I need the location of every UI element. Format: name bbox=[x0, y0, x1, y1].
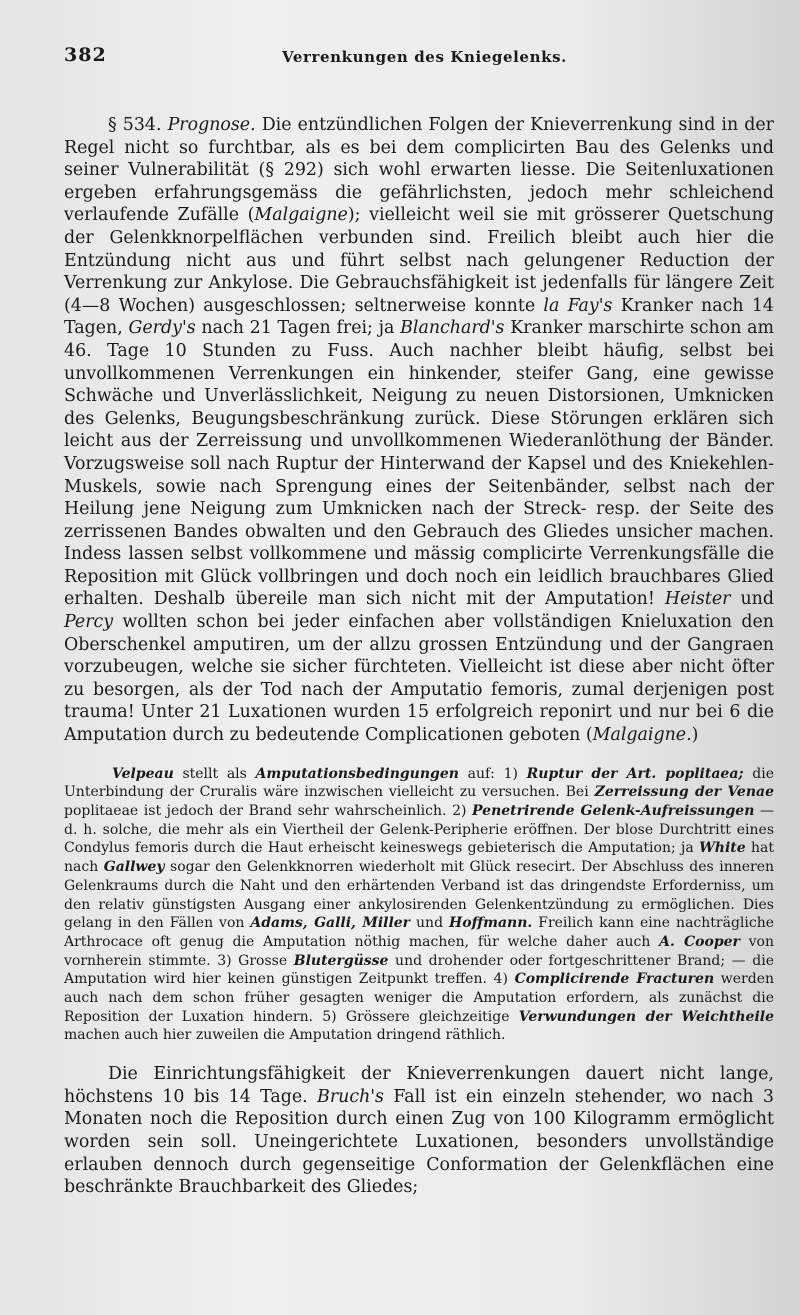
text-run: auf: 1) bbox=[458, 765, 527, 782]
text-run: ) bbox=[691, 725, 699, 746]
text-run: Die Einrichtungsfähigkeit der Knieverrenkungen dauert nicht lange, höchstens 10 bis 14 Tage. bbox=[64, 1064, 774, 1107]
emphasis: Complicirende Fracturen bbox=[514, 971, 715, 988]
text-run: sogar den Gelenkknorren wiederholt mit Glück resecirt. Der Abschluss des inneren Gelenkraums durch die Naht und den erhärtenden Verband ist das dringendste Erforderniss, um den relativ günstigsten Ausgang einer ankylosirenden Gelenkentzündung zu ermöglichen. Dies gelang in den Fällen von bbox=[64, 859, 775, 932]
text-run: Fall ist ein einzeln stehender, wo nach 3 Monaten noch die Reposition durch einen Zug von 100 Kilogramm ermöglicht worden sein soll. Uneingerichtete Luxationen, besonders unvollständige erlauben dennoch durch gegenseitige Conformation der Gelenkflächen eine beschränkte Brauchbarkeit des Gliedes; bbox=[64, 1086, 774, 1198]
emphasis: Blutergüsse bbox=[293, 952, 389, 969]
running-head: Verrenkungen des Kniegelenks. bbox=[282, 48, 567, 66]
text-run: Die entzündlichen Folgen der Knieverrenkung sind in der Regel nicht so furchtbar, als es bei dem complicirten Bau des Gelenks und seiner Vulnerabilität (§ 292) sich wohl erwarten liesse. Die Seitenluxationen ergeben erfahrungsgemäss die gefährlichsten, jedoch mehr schleichend verlaufende Zufälle ( bbox=[64, 115, 774, 226]
emphasis: Amputationsbedingungen bbox=[255, 765, 459, 782]
emphasis: Verwundungen der Weichtheile bbox=[518, 1008, 774, 1025]
paragraph-prognose bbox=[64, 114, 774, 747]
author-name: Bruch's bbox=[317, 1086, 384, 1107]
author-name: A. Cooper bbox=[659, 933, 740, 950]
text-run: wollten schon bei jeder einfachen aber vollständigen Knieluxation den Oberschenkel amputiren, um der allzu grossen Entzündung und der Gangraen vorzubeugen, welche sie sicher fürchteten. Vielleicht ist diese aber nicht öfter zu besorgen, als der Tod nach der Amputatio femoris, zumal derjenigen post trauma! Unter 21 Luxationen wurden 15 erfolgreich reponirt und nur bei 6 die Amputation durch zu bedeutende Complicationen geboten ( bbox=[64, 612, 774, 746]
page-number: 382 bbox=[64, 44, 107, 66]
author-name: Hoffmann. bbox=[449, 915, 533, 932]
text-run: Kranker nach 14 Tagen, bbox=[64, 295, 774, 339]
page-header bbox=[64, 40, 774, 74]
paragraph-einrichtung bbox=[64, 1063, 774, 1199]
author-name: Blanchard's bbox=[400, 318, 505, 339]
text-run: die Unterbindung der Cruralis wäre inzwischen vielleicht zu versuchen. Bei bbox=[64, 765, 774, 801]
author-name: Velpeau bbox=[112, 765, 174, 782]
author-name: Gallwey bbox=[103, 859, 165, 876]
author-name: Gerdy's bbox=[128, 318, 196, 339]
section-title: Prognose. bbox=[167, 115, 256, 135]
text-run: und bbox=[730, 589, 775, 610]
text-run: werden auch nach dem schon früher gesagten weniger die Amputation erfordern, als zunächst die Reposition der Luxation hindern. 5) Grössere gleichzeitige bbox=[64, 971, 775, 1025]
emphasis: Ruptur der Art. poplitaea; bbox=[526, 765, 744, 782]
emphasis: Zerreissung der Venae bbox=[594, 784, 774, 801]
text-run: machen auch hier zuweilen die Amputation dringend räthlich. bbox=[64, 1027, 506, 1044]
author-name: Heister bbox=[664, 589, 731, 610]
text-run: hat nach bbox=[64, 840, 774, 876]
text-run: stellt als bbox=[173, 765, 256, 782]
text-run: — d. h. solche, die mehr als ein Viertheil der Gelenk-Peripherie eröffnen. Der blose Durchtritt eines Condylus femoris durch die Haut erheischt keineswegs gebieterisch die Amputation; ja bbox=[64, 803, 774, 857]
author-name: Adams, Galli, Miller bbox=[250, 915, 411, 932]
text-run: Freilich kann eine nachträgliche Arthrocace oft genug die Amputation nöthig machen, für welche daher auch bbox=[64, 915, 774, 950]
author-name: Malgaigne. bbox=[592, 725, 692, 746]
paragraph-velpeau-note bbox=[64, 765, 774, 1046]
text-run: und bbox=[410, 915, 449, 932]
text-run: poplitaeae ist jedoch der Brand sehr wahrscheinlich. 2) bbox=[64, 803, 473, 820]
author-name: White bbox=[699, 840, 746, 857]
text-run: Kranker marschirte schon am 46. Tage 10 Stunden zu Fuss. Auch nachher bleibt häufig, selbst bei unvollkommenen Verrenkungen ein hinkender, steifer Gang, eine gewisse Schwäche und Unverlässlichkeit, Neigung zu neuen Distorsionen, Umknicken des Gelenks, Beugungsbeschränkung zurück. Diese Störungen erklären sich leicht aus der Zerreissung und unvollkommenen Wiederanlöthung der Bänder. Vorzugsweise soll nach Ruptur der Hinterwand der Kapsel und des Kniekehlen-Muskels, sowie nach Sprengung eines der Seitenbänder, selbst nach der Heilung jene Neigung zum Umknicken nach der Streck- resp. der Seite des zerrissenen Bandes obwalten und den Gebrauch des Gliedes unsicher machen. Indess lassen selbst vollkommene und mässig complicirte Verrenkungsfälle die Reposition mit Glück vollbringen und doch noch ein leidlich brauchbares Glied erhalten. Deshalb übereile man sich nicht mit der Amputation! bbox=[64, 318, 774, 610]
author-name: Percy bbox=[64, 612, 114, 633]
emphasis: Penetrirende Gelenk-Aufreissungen bbox=[472, 803, 755, 820]
text-run: und drohender oder fortgeschrittener Brand; — die Amputation wird hier keinen günstigen Zeitpunkt treffen. 4) bbox=[64, 952, 774, 988]
author-name: Malgaigne bbox=[254, 205, 348, 226]
text-run: von vornherein stimmte. 3) Grosse bbox=[64, 933, 774, 969]
text-run: ); vielleicht weil sie mit grösserer Quetschung der Gelenkknorpelflächen verbunden sind. Freilich bleibt auch hier die Entzündung nicht aus und führt selbst nach gelungener Reduction der Verrenkung zur Ankylose. Die Gebrauchsfähigkeit ist jedenfalls für längere Zeit (4—8 Wochen) ausgeschlossen; seltnerweise konnte bbox=[64, 205, 774, 316]
text-run: § 534. bbox=[108, 115, 168, 135]
text-run: nach 21 Tagen frei; ja bbox=[195, 318, 401, 339]
author-name: la Fay's bbox=[543, 295, 613, 316]
